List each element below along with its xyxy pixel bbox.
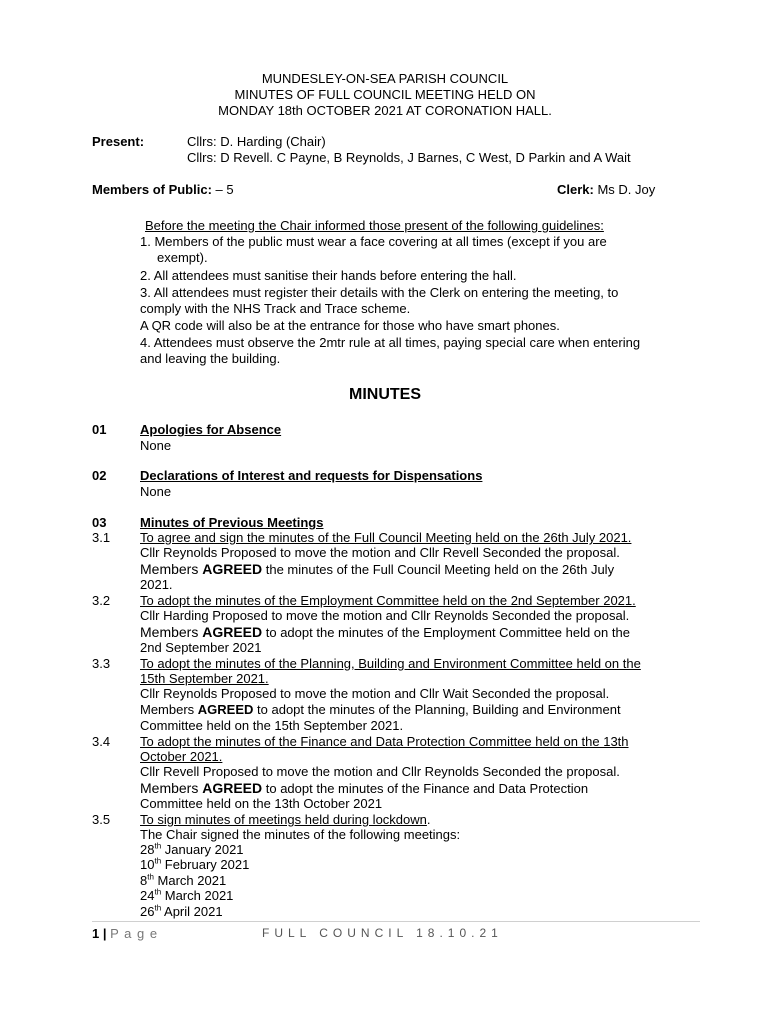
clerk-label: Clerk: [557,182,594,197]
clerk [557,182,655,198]
section-3-2-agreed: Members AGREED to adopt the minutes of the Employment Committee held on the [140,624,630,640]
footer-divider [92,921,700,922]
guideline-4-cont: and leaving the building. [140,351,281,366]
guideline-4: 4. Attendees must observe the 2mtr rule at all times, paying special care when entering [140,335,641,350]
section-3-3-agreed-cont: Committee held on the 15th September 2021. [140,718,404,733]
signed-date: 26th April 2021 [140,903,223,919]
clerk-name: Ms D. Joy [593,182,656,197]
guideline-2: 2. All attendees must sanitise their hands before entering the hall. [140,268,517,283]
signed-date: 24th March 2021 [140,887,234,903]
section-3-3-agreed: Members AGREED to adopt the minutes of the Planning, Building and Environment [140,702,621,717]
header-line-3: MONDAY 18th OCTOBER 2021 AT CORONATION HALL. [218,103,552,118]
signed-date: 10th February 2021 [140,856,250,872]
header-line-2: MINUTES OF FULL COUNCIL MEETING HELD ON [234,87,536,102]
section-3-1-title: To agree and sign the minutes of the Full Council Meeting held on the 26th July 2021. [140,530,632,545]
members-of-public [92,182,234,198]
guideline-1: 1. Members of the public must wear a face covering at all times (except if you are [140,234,607,249]
guideline-1-cont: exempt). [157,250,208,265]
item-01-body: None [140,438,172,453]
signed-date: 28th January 2021 [140,841,244,857]
section-3-3-number: 3.3 [92,656,111,671]
section-3-2-agreed-cont: 2nd September 2021 [140,640,262,655]
section-3-4-agreed-cont: Committee held on the 13th October 2021 [140,796,383,811]
section-3-3-proposal: Cllr Reynolds Proposed to move the motion and Cllr Wait Seconded the proposal. [140,686,610,701]
section-3-2-proposal: Cllr Harding Proposed to move the motion and Cllr Reynolds Seconded the proposal. [140,608,630,623]
section-3-5-number: 3.5 [92,812,111,827]
item-01-number: 01 [92,422,107,437]
agreed-text: AGREED [202,561,263,577]
section-3-3-title-cont: 15th September 2021. [140,671,269,686]
present-label: Present: [92,134,145,149]
guideline-3: 3. All attendees must register their details with the Clerk on entering the meeting, to [140,285,619,300]
section-3-3-title: To adopt the minutes of the Planning, Building and Environment Committee held on the [140,656,641,671]
item-02-body: None [140,484,172,499]
header-line-1: MUNDESLEY-ON-SEA PARISH COUNCIL [261,71,509,86]
guideline-qr: A QR code will also be at the entrance for those who have smart phones. [140,318,560,333]
section-3-4-agreed: Members AGREED to adopt the minutes of the Finance and Data Protection [140,780,589,796]
guideline-3-cont: comply with the NHS Track and Trace scheme. [140,301,411,316]
present-chair: Cllrs: D. Harding (Chair) [187,134,326,149]
section-3-1-proposal: Cllr Reynolds Proposed to move the motion and Cllr Revell Seconded the proposal. [140,545,620,560]
section-3-4-proposal: Cllr Revell Proposed to move the motion and Cllr Reynolds Seconded the proposal. [140,764,620,779]
page-footer: 1 | P a g e [92,926,159,941]
section-3-4-title-cont: October 2021. [140,749,223,764]
agreed-text: AGREED [202,624,263,640]
agreed-text: AGREED [197,702,254,717]
section-3-5-title: To sign minutes of meetings held during lockdown. [140,812,431,827]
public-label: Members of Public: [92,182,212,197]
item-03-number: 03 [92,515,107,530]
minutes-heading: MINUTES [349,386,421,403]
item-02-title: Declarations of Interest and requests for Dispensations [140,468,483,483]
item-03-title: Minutes of Previous Meetings [140,515,324,530]
section-3-5-signed: The Chair signed the minutes of the following meetings: [140,827,461,842]
section-3-4-title: To adopt the minutes of the Finance and Data Protection Committee held on the 13th [140,734,629,749]
section-3-2-title: To adopt the minutes of the Employment Committee held on the 2nd September 2021. [140,593,636,608]
section-3-1-agreed: Members AGREED the minutes of the Full Council Meeting held on the 26th July [140,561,615,577]
section-3-1-agreed-cont: 2021. [140,577,173,592]
public-count: – 5 [211,182,234,197]
page-word: P a g e [110,926,159,941]
item-01-title: Apologies for Absence [140,422,282,437]
page-number: 1 [92,926,100,941]
item-02-number: 02 [92,468,107,483]
section-3-1-number: 3.1 [92,530,111,545]
footer-title: FULL COUNCIL 18.10.21 [262,926,503,940]
section-3-2-number: 3.2 [92,593,111,608]
section-3-4-number: 3.4 [92,734,111,749]
present-councillors: Cllrs: D Revell. C Payne, B Reynolds, J Barnes, C West, D Parkin and A Wait [187,150,631,165]
signed-date: 8th March 2021 [140,872,227,888]
guidelines-intro: Before the meeting the Chair informed those present of the following guidelines: [145,218,604,233]
agreed-text: AGREED [202,780,263,796]
